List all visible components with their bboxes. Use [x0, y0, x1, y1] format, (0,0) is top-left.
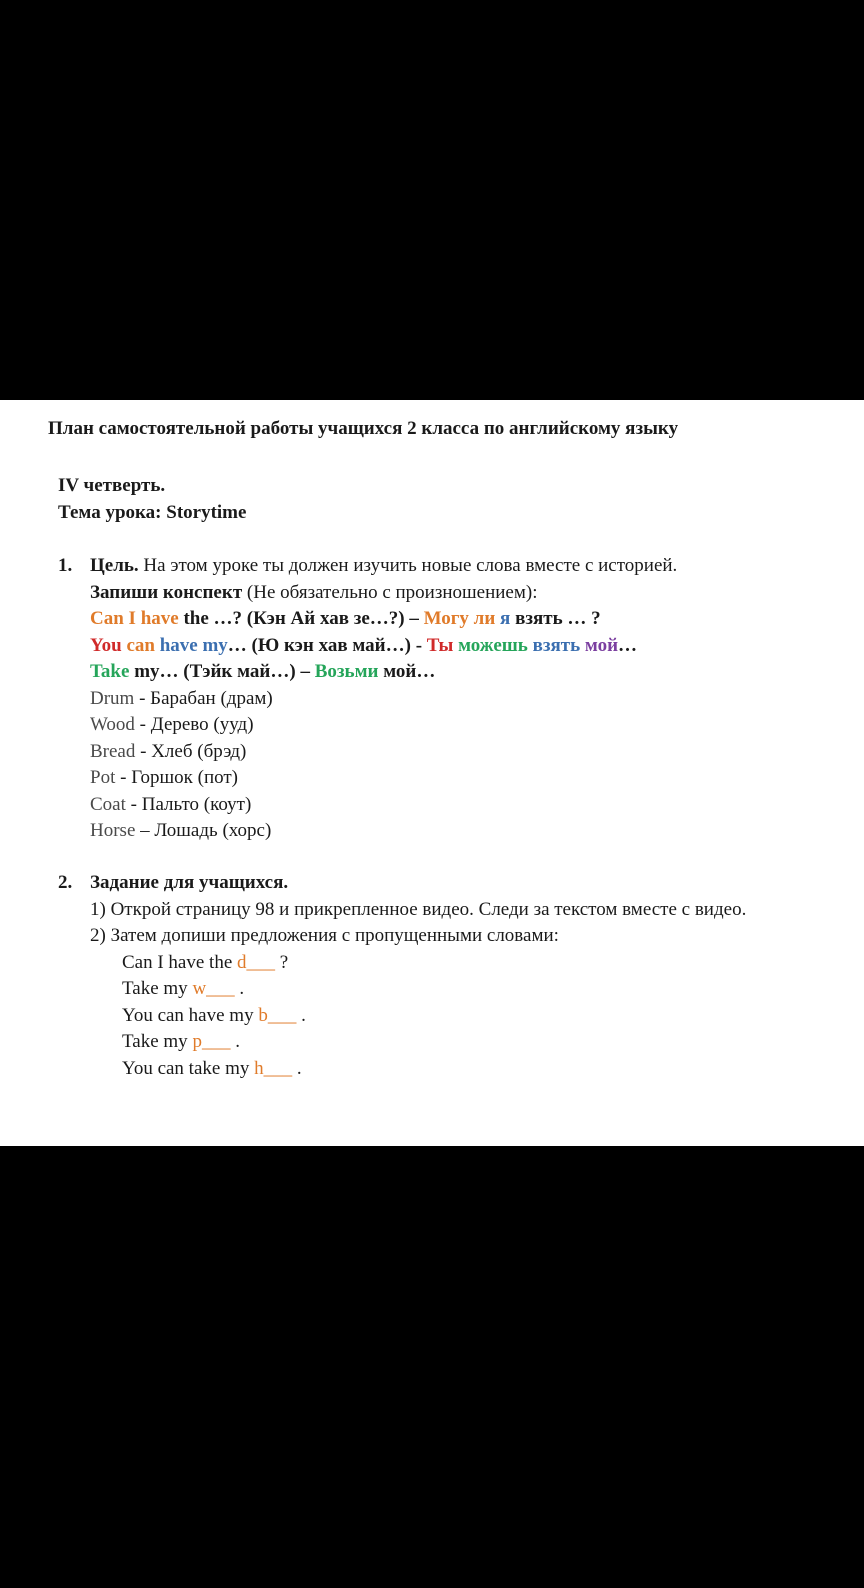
- notes-text: (Не обязательно с произношением):: [242, 581, 538, 603]
- phrase-part: Могу ли: [423, 608, 496, 629]
- phrase-part: взять … ?: [510, 608, 601, 629]
- vocab-en: Coat: [90, 793, 126, 815]
- phrase-part: the …? (Кэн Ай хав зе…?) –: [178, 608, 424, 629]
- phrase-part: взять: [532, 634, 585, 656]
- phrase-part: мой: [584, 634, 619, 656]
- phrase-part: have: [140, 608, 179, 629]
- vocab-en: Pot: [90, 767, 116, 788]
- document-title: План самостоятельной работы учащихся 2 класса по английскому языку: [48, 418, 679, 439]
- vocab-ru: Дерево (ууд): [150, 714, 254, 735]
- section-number: 2.: [58, 872, 73, 893]
- vocab-en: Horse: [90, 820, 136, 841]
- vocab-sep: -: [134, 714, 151, 735]
- phrase-part: can: [126, 634, 160, 656]
- section-goal: [58, 553, 677, 845]
- vocab-item: [58, 686, 677, 713]
- sentence-start: Take my: [122, 1031, 193, 1052]
- sentence-end: .: [230, 1031, 240, 1052]
- phrase-take-my: [58, 659, 677, 686]
- phrase-part: …: [618, 634, 638, 656]
- vocab-sep: -: [115, 767, 132, 788]
- phrase-part: Can I: [90, 608, 141, 629]
- exercise-sentence: [58, 976, 830, 1003]
- vocab-sep: -: [125, 793, 142, 815]
- sentence-end: .: [292, 1057, 302, 1079]
- vocab-item: [58, 765, 677, 792]
- task-heading-line: [58, 870, 830, 897]
- phrase-part: можешь: [458, 634, 533, 656]
- phrase-part: my… (Тэйк май…) –: [129, 661, 315, 682]
- blank-field: h___: [254, 1057, 293, 1079]
- sentence-start: You can have my: [122, 1004, 259, 1026]
- phrase-you-can-have: [58, 633, 677, 660]
- vocab-item: [58, 792, 677, 819]
- vocab-en: Bread: [90, 740, 136, 762]
- task-heading: Задание для учащихся.: [90, 872, 289, 893]
- section-number: 1.: [58, 555, 73, 576]
- goal-line: [58, 553, 677, 580]
- exercise-sentence: [58, 1003, 830, 1030]
- task-step-2: 2) Затем допиши предложения с пропущенными словами:: [90, 925, 559, 946]
- quarter-heading: IV четверть.: [58, 475, 166, 496]
- vocab-item: [58, 712, 677, 739]
- vocab-item: [58, 818, 677, 845]
- phrase-part: мой…: [378, 661, 436, 682]
- phrase-part: я: [495, 608, 511, 629]
- sentence-start: Can I have the: [122, 951, 238, 973]
- sentence-start: You can take my: [122, 1057, 255, 1079]
- blank-field: b___: [258, 1004, 297, 1026]
- blank-field: w___: [192, 978, 235, 999]
- goal-text: На этом уроке ты должен изучить новые слова вместе с историей.: [138, 555, 678, 576]
- goal-label: Цель.: [90, 555, 139, 576]
- task-step-1: 1) Открой страницу 98 и прикрепленное видео. Следи за текстом вместе с видео.: [90, 898, 747, 920]
- phrase-part: You: [90, 634, 127, 656]
- exercise-sentence: [58, 1056, 830, 1083]
- document-page: [0, 400, 864, 1146]
- phrase-part: Ты: [426, 634, 459, 656]
- lesson-topic: Тема урока: Storytime: [58, 502, 247, 523]
- vocab-ru: Горшок (пот): [131, 767, 238, 788]
- sentence-start: Take my: [122, 978, 193, 999]
- phrase-part: Возьми: [314, 661, 379, 682]
- blank-field: p___: [192, 1031, 231, 1052]
- sentence-end: .: [234, 978, 245, 999]
- notes-line: [58, 580, 677, 607]
- vocab-en: Wood: [90, 714, 135, 735]
- exercise-sentence: [58, 950, 830, 977]
- vocab-en: Drum: [90, 687, 135, 709]
- vocab-ru: Хлеб (брэд): [151, 740, 247, 762]
- phrase-can-i-have: [58, 606, 677, 633]
- sentence-end: .: [296, 1004, 306, 1026]
- vocab-sep: –: [135, 820, 155, 841]
- phrase-part: have my: [159, 634, 228, 656]
- sentence-end: ?: [275, 951, 289, 973]
- vocab-ru: Пальто (коут): [141, 793, 252, 815]
- phrase-part: … (Ю кэн хав май…) -: [227, 634, 427, 656]
- vocab-ru: Барабан (драм): [150, 687, 273, 709]
- exercise-sentence: [58, 1029, 830, 1056]
- vocab-sep: -: [134, 687, 151, 709]
- notes-label: Запиши конспект: [90, 581, 243, 603]
- vocab-sep: -: [135, 740, 152, 762]
- vocab-ru: Лошадь (хорс): [154, 820, 272, 841]
- blank-field: d___: [237, 951, 276, 973]
- phrase-part: Take: [90, 661, 130, 682]
- vocab-item: [58, 739, 677, 766]
- section-task: [58, 870, 830, 1082]
